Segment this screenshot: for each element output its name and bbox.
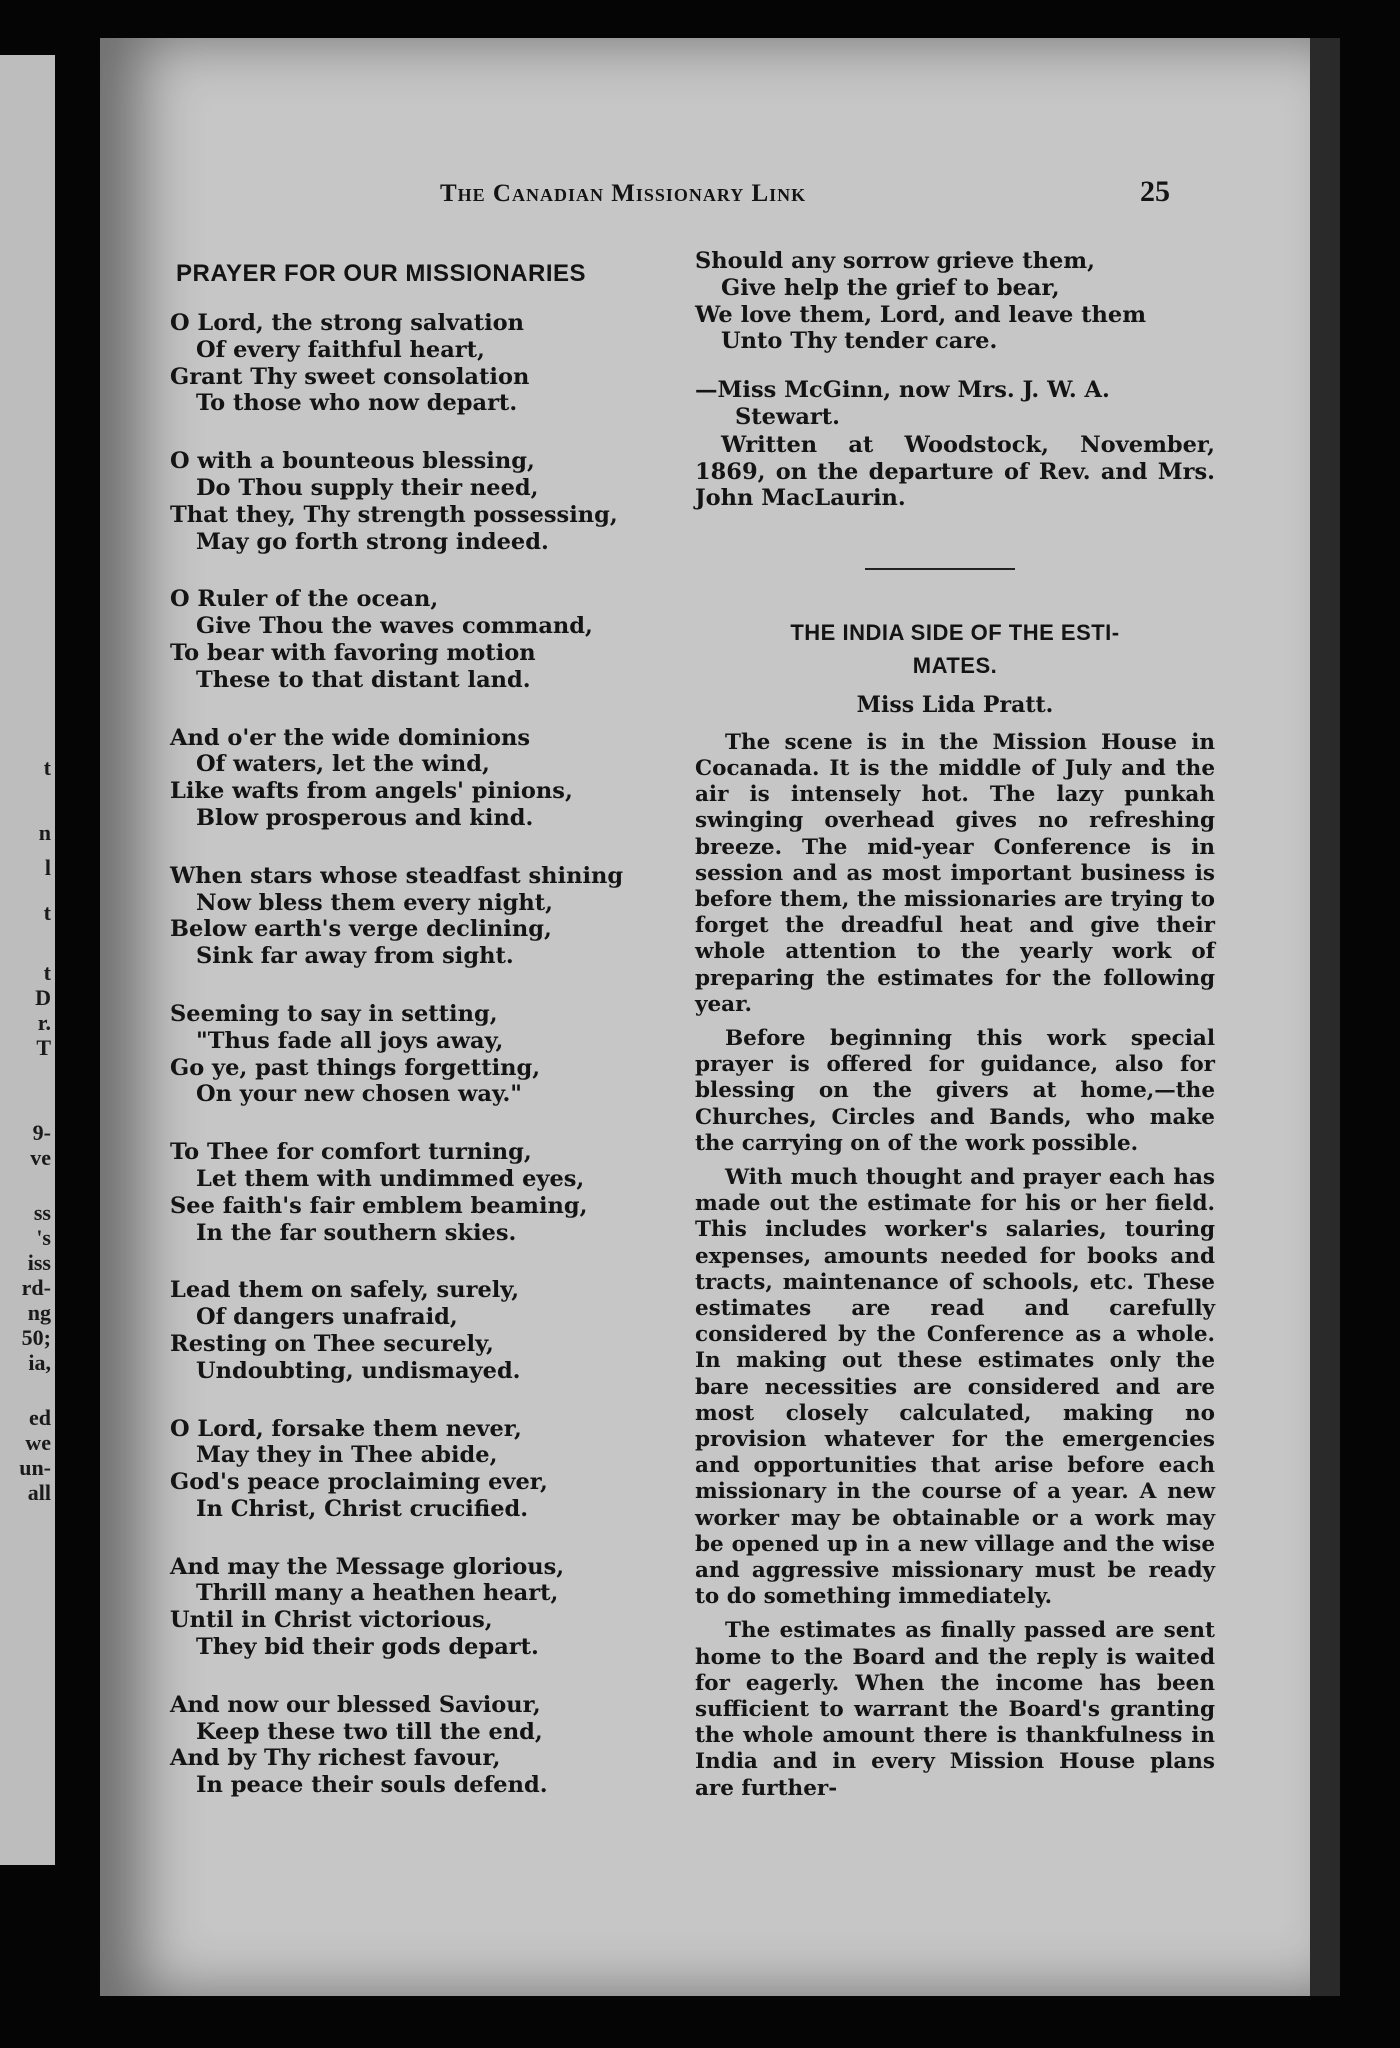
poem-stanza <box>170 1139 670 1246</box>
poem-line: Of waters, let the wind, <box>196 751 490 778</box>
facing-page-fragment: ng <box>27 1300 51 1325</box>
poem-line: We love them, Lord, and leave them <box>695 301 1147 328</box>
poem-stanza <box>170 448 670 555</box>
poem-line: To those who now depart. <box>196 390 518 417</box>
poem-line: Of dangers unafraid, <box>196 1304 458 1331</box>
facing-page-fragment: all <box>27 1480 51 1505</box>
poem-line: Below earth's verge declining, <box>170 916 552 943</box>
facing-page-fragment: T <box>36 1035 51 1060</box>
facing-page-fragment: ve <box>30 1145 51 1170</box>
section-divider <box>865 568 1015 570</box>
poem-line: O Ruler of the ocean, <box>170 586 439 613</box>
poem-stanza <box>170 310 670 417</box>
poem-note: Written at Woodstock, November, 1869, on the departure of Rev. and Mrs. John MacLaurin. <box>695 432 1215 512</box>
poem-line: Go ye, past things forgetting, <box>170 1054 541 1081</box>
attribution-line: Stewart. <box>735 403 840 430</box>
poem-stanza <box>170 1416 670 1523</box>
poem-line: O with a bounteous blessing, <box>170 448 535 475</box>
poem-attribution <box>695 377 1215 430</box>
article-paragraph: The scene is in the Mission House in Cocanada. It is the middle of July and the air is intensely hot. The lazy punkah swinging overhead gives no refreshing breeze. The mid-year Conference is in session and as most important business is before them, the missionaries are trying to forget the dreadful heat and give their whole attention to the yearly work of preparing the estimates for the following year. <box>695 729 1215 1017</box>
poem-line: Let them with undimmed eyes, <box>196 1165 585 1192</box>
facing-page-fragment: un- <box>19 1455 51 1480</box>
poem-line: Give help the grief to bear, <box>721 274 1060 301</box>
poem-title: PRAYER FOR OUR MISSIONARIES <box>176 260 587 287</box>
poem-line: Give Thou the waves command, <box>196 613 593 640</box>
poem-line: Blow prosperous and kind. <box>196 804 534 831</box>
facing-page-fragment: 50; <box>21 1325 51 1350</box>
running-head: The Canadian Missionary Link <box>440 180 807 207</box>
poem-line: O Lord, the strong salvation <box>170 310 525 336</box>
facing-page-fragment: r. <box>37 1010 51 1035</box>
poem-column <box>170 260 670 1830</box>
page-number: 25 <box>1140 175 1170 208</box>
poem-line: May they in Thee abide, <box>196 1442 498 1469</box>
poem-line: Until in Christ victorious, <box>170 1607 493 1634</box>
facing-page-fragment: l <box>44 855 51 880</box>
poem-line: Resting on Thee securely, <box>170 1330 494 1357</box>
facing-page-fragment: D <box>35 985 51 1010</box>
facing-page-fragment: t <box>43 755 51 780</box>
poem-line: May go forth strong indeed. <box>196 528 549 555</box>
facing-page-fragment: 's <box>36 1225 51 1250</box>
facing-page-fragment: t <box>43 900 51 925</box>
page-edge <box>1310 38 1340 1996</box>
poem-line: Of every faithful heart, <box>196 336 485 363</box>
facing-page-fragment: 9- <box>32 1120 51 1145</box>
poem-stanza <box>170 1554 670 1661</box>
poem-stanza <box>170 1277 670 1384</box>
poem-line: Unto Thy tender care. <box>721 328 998 355</box>
poem-stanzas <box>170 310 670 1799</box>
facing-page-fragment: ss <box>33 1200 51 1225</box>
poem-line: O Lord, forsake them never, <box>170 1415 522 1442</box>
poem-line: Like wafts from angels' pinions, <box>170 778 573 805</box>
poem-stanza <box>170 586 670 693</box>
poem-line: These to that distant land. <box>196 666 531 693</box>
right-column <box>695 248 1215 1810</box>
poem-line: In the far southern skies. <box>196 1219 517 1246</box>
poem-line: Undoubting, undismayed. <box>196 1357 521 1384</box>
poem-line: Should any sorrow grieve them, <box>695 248 1095 274</box>
poem-line: In peace their souls defend. <box>196 1772 548 1799</box>
poem-line: And by Thy richest favour, <box>170 1745 501 1772</box>
poem-line: That they, Thy strength possessing, <box>170 501 618 528</box>
facing-page-fragment: t <box>43 960 51 985</box>
poem-line: Grant Thy sweet consolation <box>170 363 530 390</box>
poem-line: In Christ, Christ crucified. <box>196 1495 529 1522</box>
article-byline: Miss Lida Pratt. <box>856 691 1054 718</box>
poem-final-stanza <box>695 248 1215 355</box>
poem-line: See faith's fair emblem beaming, <box>170 1192 588 1219</box>
poem-line: And may the Message glorious, <box>170 1553 565 1580</box>
poem-line: Sink far away from sight. <box>196 943 514 970</box>
facing-page-fragment: rd- <box>21 1275 51 1300</box>
facing-page-fragment: n <box>38 820 51 845</box>
poem-line: To bear with favoring motion <box>170 639 536 666</box>
article-title <box>695 616 1215 682</box>
facing-page-fragment: ia, <box>28 1350 51 1375</box>
attribution-line: —Miss McGinn, now Mrs. J. W. A. <box>695 377 1110 404</box>
article-paragraph: The estimates as finally passed are sent home to the Board and the reply is waited for eagerly. When the income has been sufficient to warrant the Board's granting the whole amount there is thankfulness in India and in every Mission House plans are further- <box>695 1618 1215 1801</box>
article-paragraph: With much thought and prayer each has made out the estimate for his or her field. This includes worker's salaries, touring expenses, amounts needed for books and tracts, maintenance of schools, etc. These estimates are read and carefully considered by the Conference as a whole. In making out these estimates only the bare necessities are considered and are most closely calculated, making no provision whatever for the emergencies and opportunities that arise before each missionary in the course of a year. A new worker may be obtainable or a work may be opened up in a new village and the wise and aggressive missionary must be ready to do something immediately. <box>695 1164 1215 1610</box>
article-title-line: THE INDIA SIDE OF THE ESTI- <box>790 619 1120 645</box>
facing-page-strip <box>0 55 55 1865</box>
poem-line: Lead them on safely, surely, <box>170 1277 520 1304</box>
poem-line: God's peace proclaiming ever, <box>170 1469 548 1496</box>
poem-stanza <box>170 1692 670 1799</box>
article-paragraph: Before beginning this work special prayer is offered for guidance, also for blessing on the givers at home,—the Churches, Circles and Bands, who make the carrying on of the work possible. <box>695 1025 1215 1156</box>
poem-stanza <box>170 725 670 832</box>
poem-line: And o'er the wide dominions <box>170 724 531 751</box>
poem-line: On your new chosen way." <box>196 1081 523 1108</box>
facing-page-fragment: ed <box>29 1405 51 1430</box>
book-gutter <box>55 40 100 2000</box>
poem-line: "Thus fade all joys away, <box>196 1027 504 1054</box>
poem-stanza <box>170 863 670 970</box>
poem-line: Seeming to say in setting, <box>170 1000 498 1027</box>
poem-line: To Thee for comfort turning, <box>170 1139 532 1166</box>
poem-line: Now bless them every night, <box>196 889 553 916</box>
poem-line: Thrill many a heathen heart, <box>196 1580 559 1607</box>
article-title-line: MATES. <box>912 652 998 678</box>
facing-page-fragment: we <box>25 1430 51 1455</box>
poem-line: And now our blessed Saviour, <box>170 1691 541 1718</box>
facing-page-fragment: iss <box>27 1250 51 1275</box>
poem-line: Keep these two till the end, <box>196 1718 543 1745</box>
poem-line: They bid their gods depart. <box>196 1634 539 1661</box>
poem-line: When stars whose steadfast shining <box>170 862 624 889</box>
poem-stanza <box>170 1001 670 1108</box>
poem-line: Do Thou supply their need, <box>196 474 539 501</box>
